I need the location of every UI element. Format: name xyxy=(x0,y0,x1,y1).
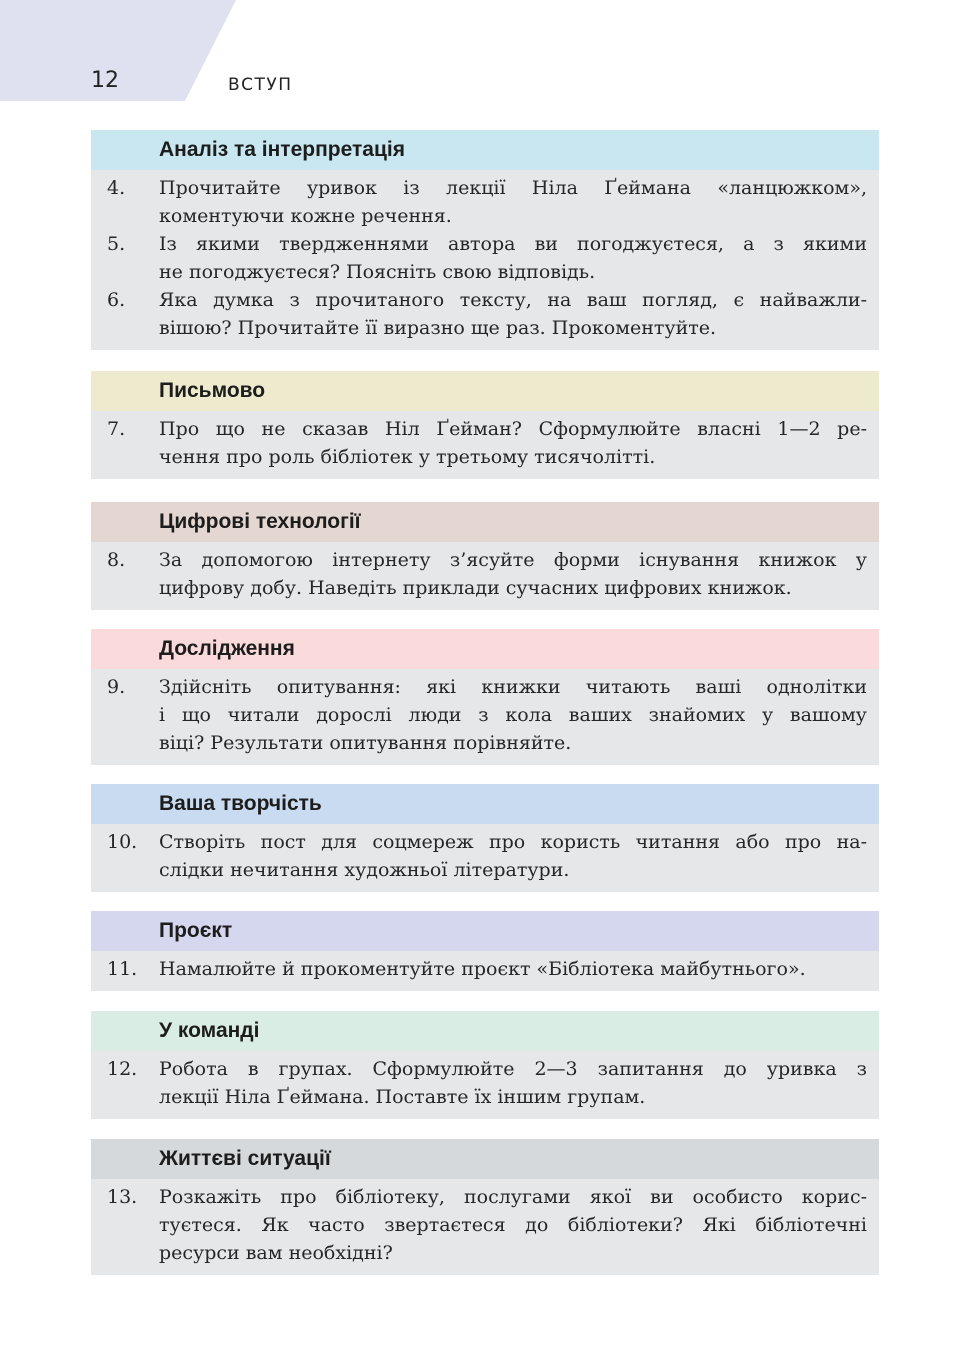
block-header: Ваша творчість xyxy=(91,784,879,824)
task-number: 12. xyxy=(107,1058,138,1080)
block-header: Аналіз та інтерпретація xyxy=(91,130,879,170)
task-text xyxy=(159,230,867,286)
task-text xyxy=(159,673,867,757)
task-item xyxy=(91,174,867,230)
task-text-line: Про що не сказав Ніл Ґейман? Сформулюйте власні 1—2 ре- xyxy=(159,418,867,440)
task-number: 10. xyxy=(107,831,138,853)
task-text-line: цифрову добу. Наведіть приклади сучасних цифрових книжок. xyxy=(159,577,792,599)
task-text xyxy=(159,286,867,342)
task-text-line: Створіть пост для соцмереж про користь читання або про на- xyxy=(159,831,867,853)
task-number: 4. xyxy=(107,177,126,199)
section-title: ВСТУП xyxy=(228,75,293,95)
block-header: У команді xyxy=(91,1011,879,1051)
task-block xyxy=(91,911,879,991)
task-number: 13. xyxy=(107,1186,138,1208)
task-item xyxy=(91,828,867,884)
task-item xyxy=(91,673,867,757)
task-item xyxy=(91,286,867,342)
task-text-line: лекції Ніла Ґеймана. Поставте їх іншим групам. xyxy=(159,1086,646,1108)
task-block xyxy=(91,130,879,350)
task-item xyxy=(91,955,867,983)
block-body xyxy=(91,170,879,350)
block-body xyxy=(91,669,879,765)
block-header: Життєві ситуації xyxy=(91,1139,879,1179)
page-number: 12 xyxy=(91,68,119,93)
task-text-line: ресурси вам необхідні? xyxy=(159,1242,393,1264)
block-header: Цифрові технології xyxy=(91,502,879,542)
task-text-line: Із якими твердженнями автора ви погоджуєтеся, а з якими xyxy=(159,233,867,255)
block-body xyxy=(91,1179,879,1275)
task-text xyxy=(159,1055,867,1111)
task-text-line: віці? Результати опитування порівняйте. xyxy=(159,732,572,754)
corner-decoration xyxy=(0,0,240,101)
task-text-line: коментуючи кожне речення. xyxy=(159,205,452,227)
task-item xyxy=(91,230,867,286)
task-text-line: не погоджуєтеся? Поясніть свою відповідь. xyxy=(159,261,596,283)
task-text-line: туєтеся. Як часто звертаєтеся до бібліотеки? Які бібліотечні xyxy=(159,1214,867,1236)
task-text-line: Здійсніть опитування: які книжки читають ваші однолітки xyxy=(159,676,867,698)
task-text-line: Намалюйте й прокоментуйте проєкт «Бібліотека майбутнього». xyxy=(159,958,806,980)
block-header: Дослідження xyxy=(91,629,879,669)
block-body xyxy=(91,542,879,610)
task-item xyxy=(91,1183,867,1267)
task-item xyxy=(91,415,867,471)
task-item xyxy=(91,1055,867,1111)
task-number: 8. xyxy=(107,549,126,571)
task-number: 5. xyxy=(107,233,126,255)
task-text-line: Прочитайте уривок із лекції Ніла Ґеймана «ланцюжком», xyxy=(159,177,867,199)
task-number: 11. xyxy=(107,958,138,980)
task-text-line: За допомогою інтернету з’ясуйте форми існування книжок у xyxy=(159,549,867,571)
task-number: 9. xyxy=(107,676,126,698)
block-header: Письмово xyxy=(91,371,879,411)
task-item xyxy=(91,546,867,602)
task-text xyxy=(159,415,867,471)
task-text-line: слідки нечитання художньої літератури. xyxy=(159,859,570,881)
task-block xyxy=(91,629,879,765)
task-block xyxy=(91,371,879,479)
task-number: 7. xyxy=(107,418,126,440)
task-text xyxy=(159,828,867,884)
block-header: Проєкт xyxy=(91,911,879,951)
task-text-line: і що читали дорослі люди з кола ваших знайомих у вашому xyxy=(159,704,867,726)
task-text-line: Робота в групах. Сформулюйте 2—3 запитання до уривка з xyxy=(159,1058,867,1080)
task-text-line: вішою? Прочитайте її виразно ще раз. Прокоментуйте. xyxy=(159,317,717,339)
block-body xyxy=(91,824,879,892)
block-body xyxy=(91,951,879,991)
task-block xyxy=(91,502,879,610)
task-text-line: Розкажіть про бібліотеку, послугами якої ви особисто корис- xyxy=(159,1186,867,1208)
task-block xyxy=(91,784,879,892)
task-block xyxy=(91,1139,879,1275)
task-number: 6. xyxy=(107,289,126,311)
task-text xyxy=(159,1183,867,1267)
task-block xyxy=(91,1011,879,1119)
task-text xyxy=(159,546,867,602)
block-body xyxy=(91,411,879,479)
task-text-line: Яка думка з прочитаного тексту, на ваш погляд, є найважли- xyxy=(159,289,867,311)
task-text-line: чення про роль бібліотек у третьому тисячолітті. xyxy=(159,446,656,468)
block-body xyxy=(91,1051,879,1119)
task-text xyxy=(159,955,867,983)
task-text xyxy=(159,174,867,230)
